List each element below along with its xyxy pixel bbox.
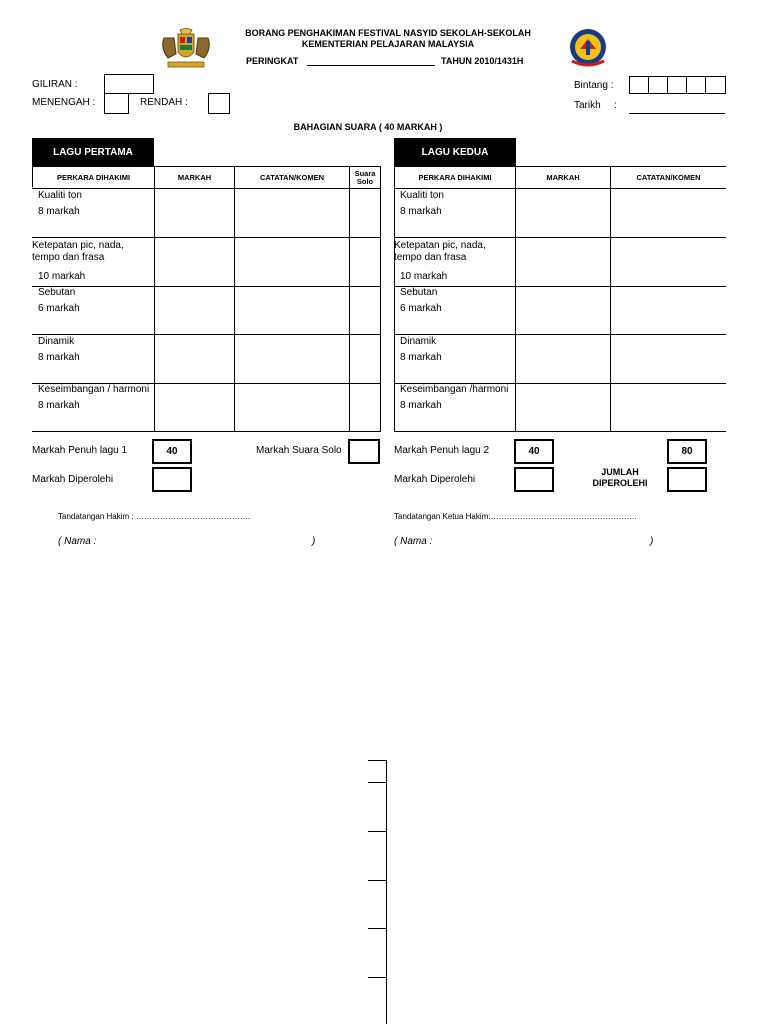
criterion-marks: 8 markah <box>400 352 442 363</box>
coat-of-arms-logo <box>158 28 214 70</box>
jumlah-diperolehi-box[interactable] <box>667 467 707 492</box>
giliran-box[interactable] <box>104 74 154 94</box>
nama-ketua-hakim-close: ) <box>650 536 654 547</box>
jumlah-diperolehi-label: JUMLAH DIPEROLEHI <box>592 467 648 488</box>
tarikh-colon: : <box>614 100 617 111</box>
markah-penuh-lagu1-box: 40 <box>152 439 192 464</box>
peringkat-label: PERINGKAT <box>246 56 299 66</box>
markah-suara-solo-label: Markah Suara Solo <box>256 445 342 456</box>
criterion-name: Kualiti ton <box>38 190 82 201</box>
tarikh-label: Tarikh <box>574 100 601 111</box>
col-suara-solo: Suara Solo <box>354 168 376 186</box>
criterion-name: Sebutan <box>400 287 438 298</box>
col-markah: MARKAH <box>177 172 212 182</box>
page-fragment-line <box>386 760 387 1024</box>
markah-penuh-lagu1-label: Markah Penuh lagu 1 <box>32 445 128 456</box>
form-title-line2: KEMENTERIAN PELAJARAN MALAYSIA <box>301 39 475 49</box>
markah-diperolehi-lagu2-box[interactable] <box>514 467 554 492</box>
criterion-marks: 8 markah <box>38 206 80 217</box>
criterion-marks: 8 markah <box>38 352 80 363</box>
menengah-label: MENENGAH : <box>32 97 96 108</box>
section-title: BAHAGIAN SUARA ( 40 MARKAH ) <box>293 122 443 132</box>
criterion-marks: 8 markah <box>400 206 442 217</box>
criterion-marks: 6 markah <box>38 303 80 314</box>
criterion-marks: 10 markah <box>400 271 448 282</box>
peringkat-field-line[interactable] <box>307 65 435 66</box>
markah-penuh-lagu2-label: Markah Penuh lagu 2 <box>394 445 490 456</box>
tahun-label: TAHUN 2010/1431H <box>441 56 524 66</box>
giliran-label: GILIRAN : <box>32 79 78 90</box>
criterion-name: Kualiti ton <box>400 190 444 201</box>
col-perkara-dihakimi: PERKARA DIHAKIMI <box>56 172 131 182</box>
nama-hakim-label: ( Nama : <box>58 536 97 547</box>
markah-diperolehi-lagu2-label: Markah Diperolehi <box>394 474 476 485</box>
nama-ketua-hakim-label: ( Nama : <box>394 536 433 547</box>
criterion-marks: 8 markah <box>38 400 80 411</box>
tandatangan-hakim: Tandatangan Hakim : ……………………………………. <box>58 512 251 521</box>
criterion-name: Keseimbangan / harmoni <box>38 384 150 395</box>
bintang-label: Bintang : <box>574 80 614 91</box>
criterion-marks: 10 markah <box>38 271 86 282</box>
col-markah: MARKAH <box>546 172 580 182</box>
tandatangan-ketua-hakim: Tandatangan Ketua Hakim:………………………………………………. <box>394 512 637 521</box>
lagu-pertama-header: LAGU PERTAMA <box>32 138 154 166</box>
criterion-name: Keseimbangan /harmoni <box>400 384 509 395</box>
nama-hakim-close: ) <box>312 536 316 547</box>
criterion-name: Dinamik <box>400 336 437 347</box>
markah-penuh-lagu2-box: 40 <box>514 439 554 464</box>
rendah-checkbox[interactable] <box>208 93 230 114</box>
bintang-boxes[interactable] <box>629 76 726 94</box>
markah-diperolehi-lagu1-box[interactable] <box>152 467 192 492</box>
criterion-name: Ketepatan pic, nada, tempo dan frasa <box>394 240 486 263</box>
col-perkara-dihakimi: PERKARA DIHAKIMI <box>418 172 492 182</box>
criterion-marks: 8 markah <box>400 400 442 411</box>
criterion-name: Dinamik <box>38 336 75 347</box>
markah-suara-solo-box[interactable] <box>348 439 380 464</box>
form-title-line1: BORANG PENGHAKIMAN FESTIVAL NASYID SEKOLAH-SEKOLAH <box>245 28 531 38</box>
rendah-label: RENDAH : <box>140 97 188 108</box>
tarikh-field-line[interactable] <box>629 113 725 114</box>
menengah-checkbox[interactable] <box>104 93 129 114</box>
col-catatan-komen: CATATAN/KOMEN <box>259 172 325 182</box>
col-catatan-komen: CATATAN/KOMEN <box>636 172 701 182</box>
criterion-name: Sebutan <box>38 287 76 298</box>
criterion-name: Ketepatan pic, nada, tempo dan frasa <box>32 240 124 263</box>
criterion-marks: 6 markah <box>400 303 442 314</box>
kpm-logo <box>566 27 610 69</box>
markah-diperolehi-lagu1-label: Markah Diperolehi <box>32 474 114 485</box>
jumlah-penuh-box: 80 <box>667 439 707 464</box>
lagu-kedua-header: LAGU KEDUA <box>394 138 516 166</box>
